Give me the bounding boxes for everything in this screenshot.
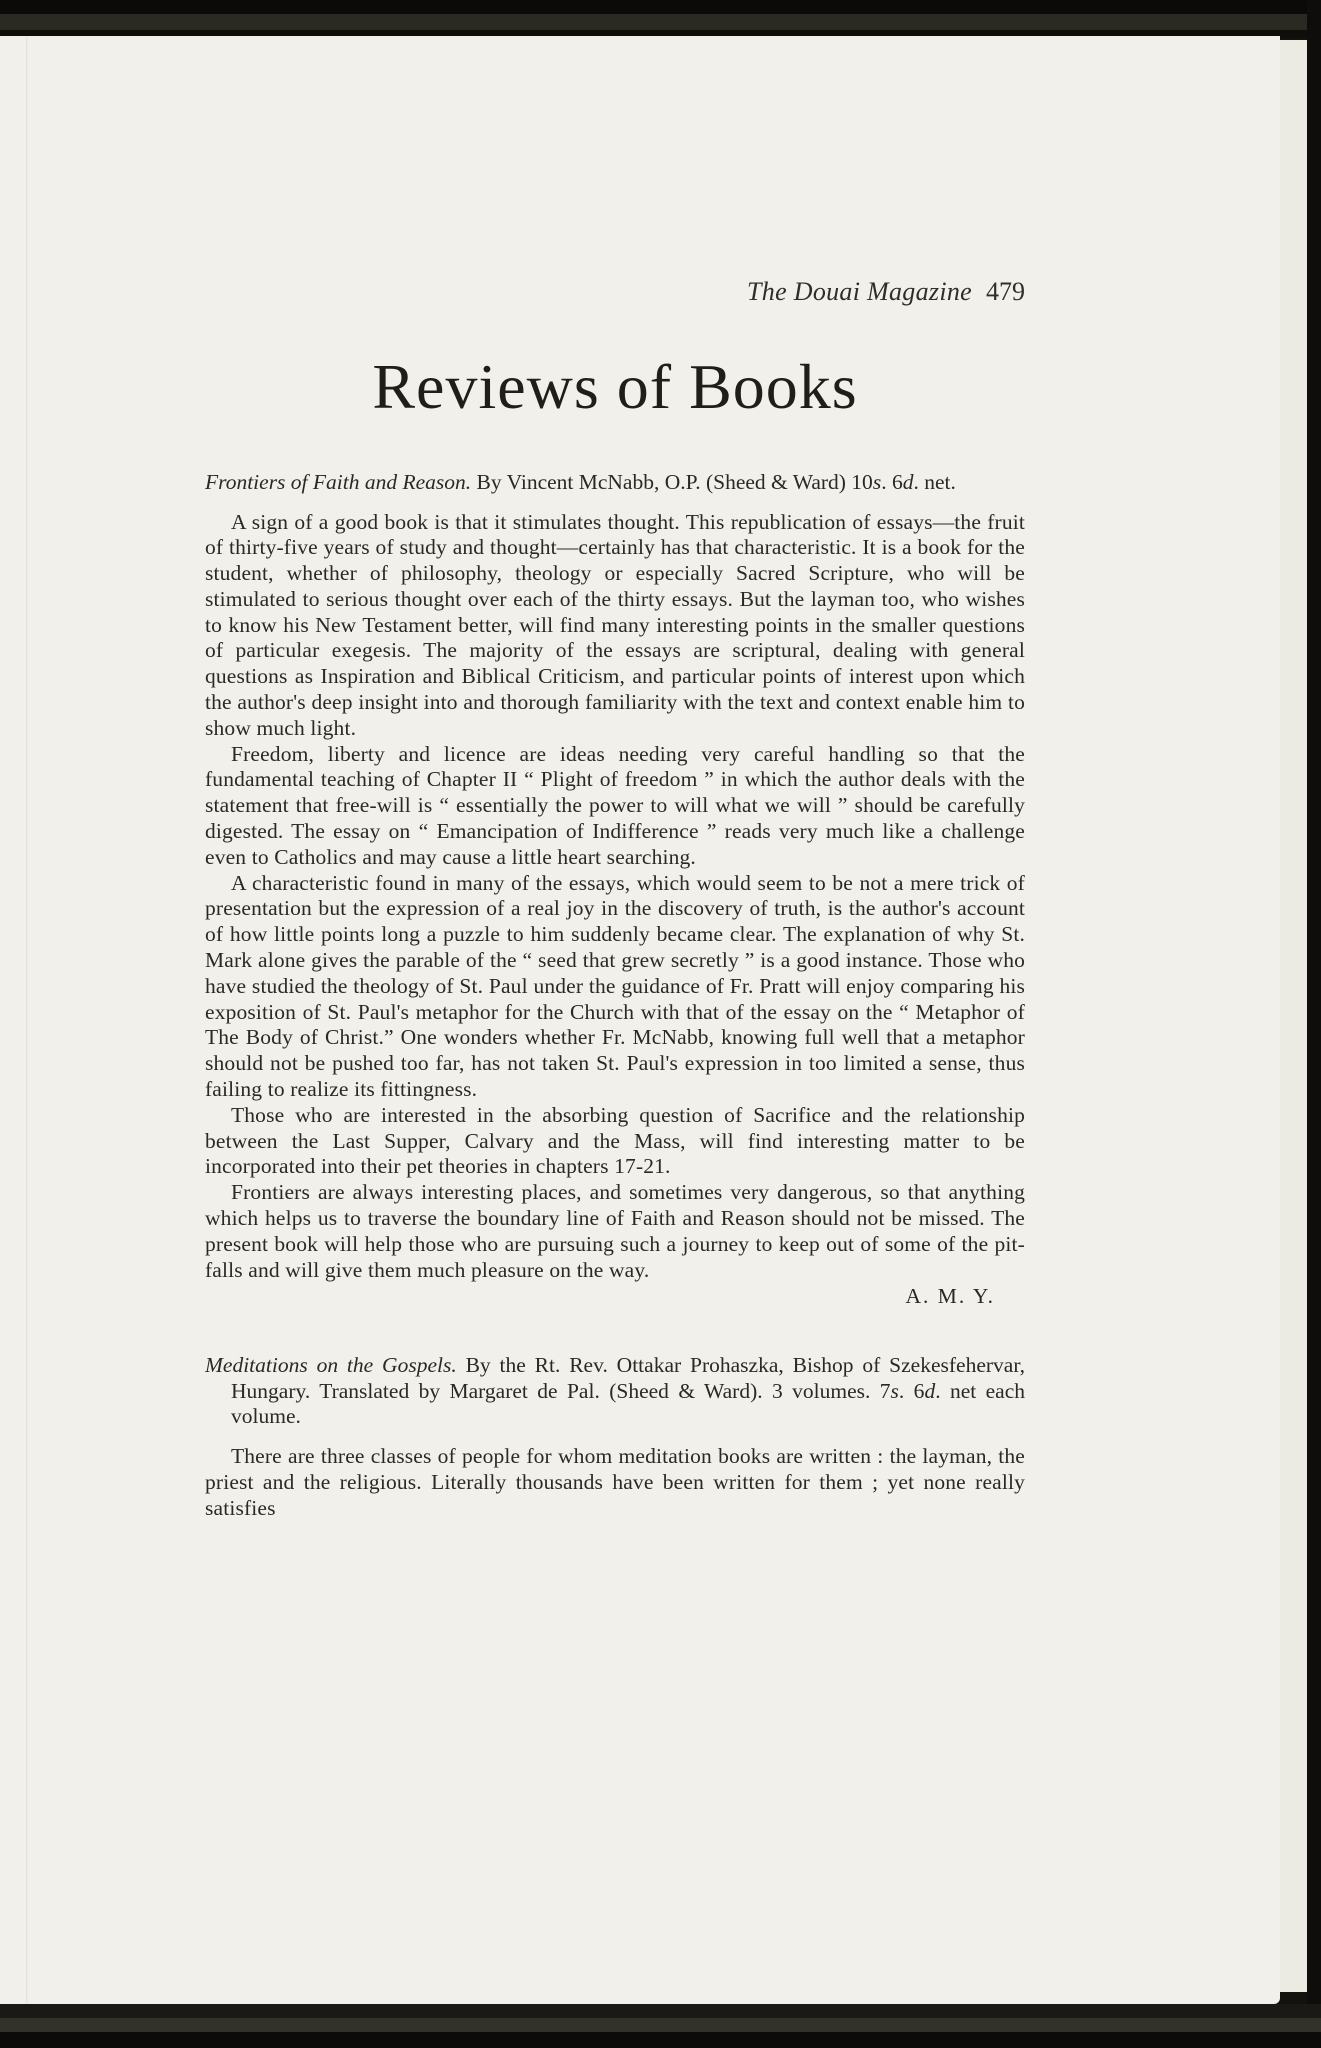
review — [205, 1353, 1025, 1521]
citation-text: By the Rt. Rev. Ottakar Prohaszka, Bishop of Szekesfehervar, Hungary. Translated by Margaret de Pal. (Sheed & Ward). 3 volumes. 7 — [231, 1353, 1025, 1403]
currency-unit: s — [890, 1378, 899, 1403]
citation-text: . 6 — [898, 1378, 925, 1403]
section-title: Reviews of Books — [372, 351, 858, 422]
page-gutter — [26, 36, 28, 2004]
running-head — [205, 270, 1025, 314]
citation-text: . net. — [913, 470, 956, 494]
page-content — [205, 270, 1025, 1521]
citation-text: By Vincent McNabb, O.P. (Sheed & Ward) 10 — [471, 470, 873, 494]
reviewer-signature: A. M. Y. — [905, 1284, 995, 1309]
book-title: Meditations on the Gospels. — [205, 1353, 457, 1378]
currency-unit: s — [872, 470, 882, 494]
page-number: 479 — [986, 277, 1025, 306]
book-title: Frontiers of Faith and Reason. — [205, 470, 472, 494]
review-paragraph: A characteristic found in many of the essays, which would seem to be not a mere trick of presentation but the expression of a real joy in the discovery of truth, is the author's account of how little points long a puzzle to him suddenly became clear. The explanation of why St. Mark alone gives the parable of the “ seed that grew secretly ” is a good instance. Those who have studied the theology of St. Paul under the guidance of Fr. Pratt will enjoy comparing his exposition of St. Paul's metaphor for the Church with that of the essay on the “ Metaphor of The Body of Christ.” One wonders whether Fr. McNabb, knowing full well that a metaphor should not be pushed too far, has not taken St. Paul's expression in too limited a sense, thus failing to realize its fittingness. — [205, 870, 1025, 1102]
review-paragraph: Those who are interested in the absorbing question of Sacrifice and the relationship between the Last Supper, Calvary and the Mass, will find interesting matter to be incorporated into their pet theories in chapters 17-21. — [205, 1102, 1025, 1179]
review — [205, 470, 1025, 1309]
review-citation — [205, 470, 1025, 496]
citation-text: . 6 — [881, 470, 903, 494]
review-citation — [205, 1353, 1025, 1430]
publication-name: The Douai Magazine — [747, 277, 972, 306]
review-separator — [205, 1309, 1025, 1353]
review-paragraph: There are three classes of people for whom meditation books are written : the layman, the priest and the religious. Literally thousands have been written for them ; yet none really satisfies — [205, 1443, 1025, 1520]
currency-unit: d — [902, 470, 914, 494]
book-binding-bottom — [0, 2004, 1321, 2048]
currency-unit: d — [924, 1378, 936, 1403]
review-paragraph: Frontiers are always interesting places, and sometimes very dangerous, so that anything which helps us to traverse the boundary line of Faith and Reason should not be missed. The present book will help those who are pursuing such a journey to keep out of some of the pit-falls and will give them much pleasure on the way. — [205, 1180, 1025, 1282]
review-paragraph: Freedom, liberty and licence are ideas needing very careful handling so that the fundamental teaching of Chapter II “ Plight of freedom ” in which the author deals with the statement that free-will is “ essentially the power to will what we will ” should be carefully digested. The essay on “ Emancipation of Indifference ” reads very much like a challenge even to Catholics and may cause a little heart searching. — [205, 741, 1025, 869]
book-binding-right — [1307, 0, 1321, 2048]
book-binding-top — [0, 0, 1321, 38]
review-paragraph: A sign of a good book is that it stimulates thought. This republication of essays—the fruit of thirty-five years of study and thought—certainly has that characteristic. It is a book for the student, whether of philosophy, theology or especially Sacred Scripture, who will be stimulated to serious thought over each of the thirty essays. But the layman too, who wishes to know his New Testament better, will find many interesting points in the smaller questions of particular exegesis. The majority of the essays are scriptural, dealing with general questions as Inspiration and Biblical Criticism, and particular points of interest upon which the author's deep insight into and thorough familiarity with the text and context enable him to show much light. — [205, 509, 1025, 740]
citation-text: . net each volume. — [231, 1378, 1025, 1429]
